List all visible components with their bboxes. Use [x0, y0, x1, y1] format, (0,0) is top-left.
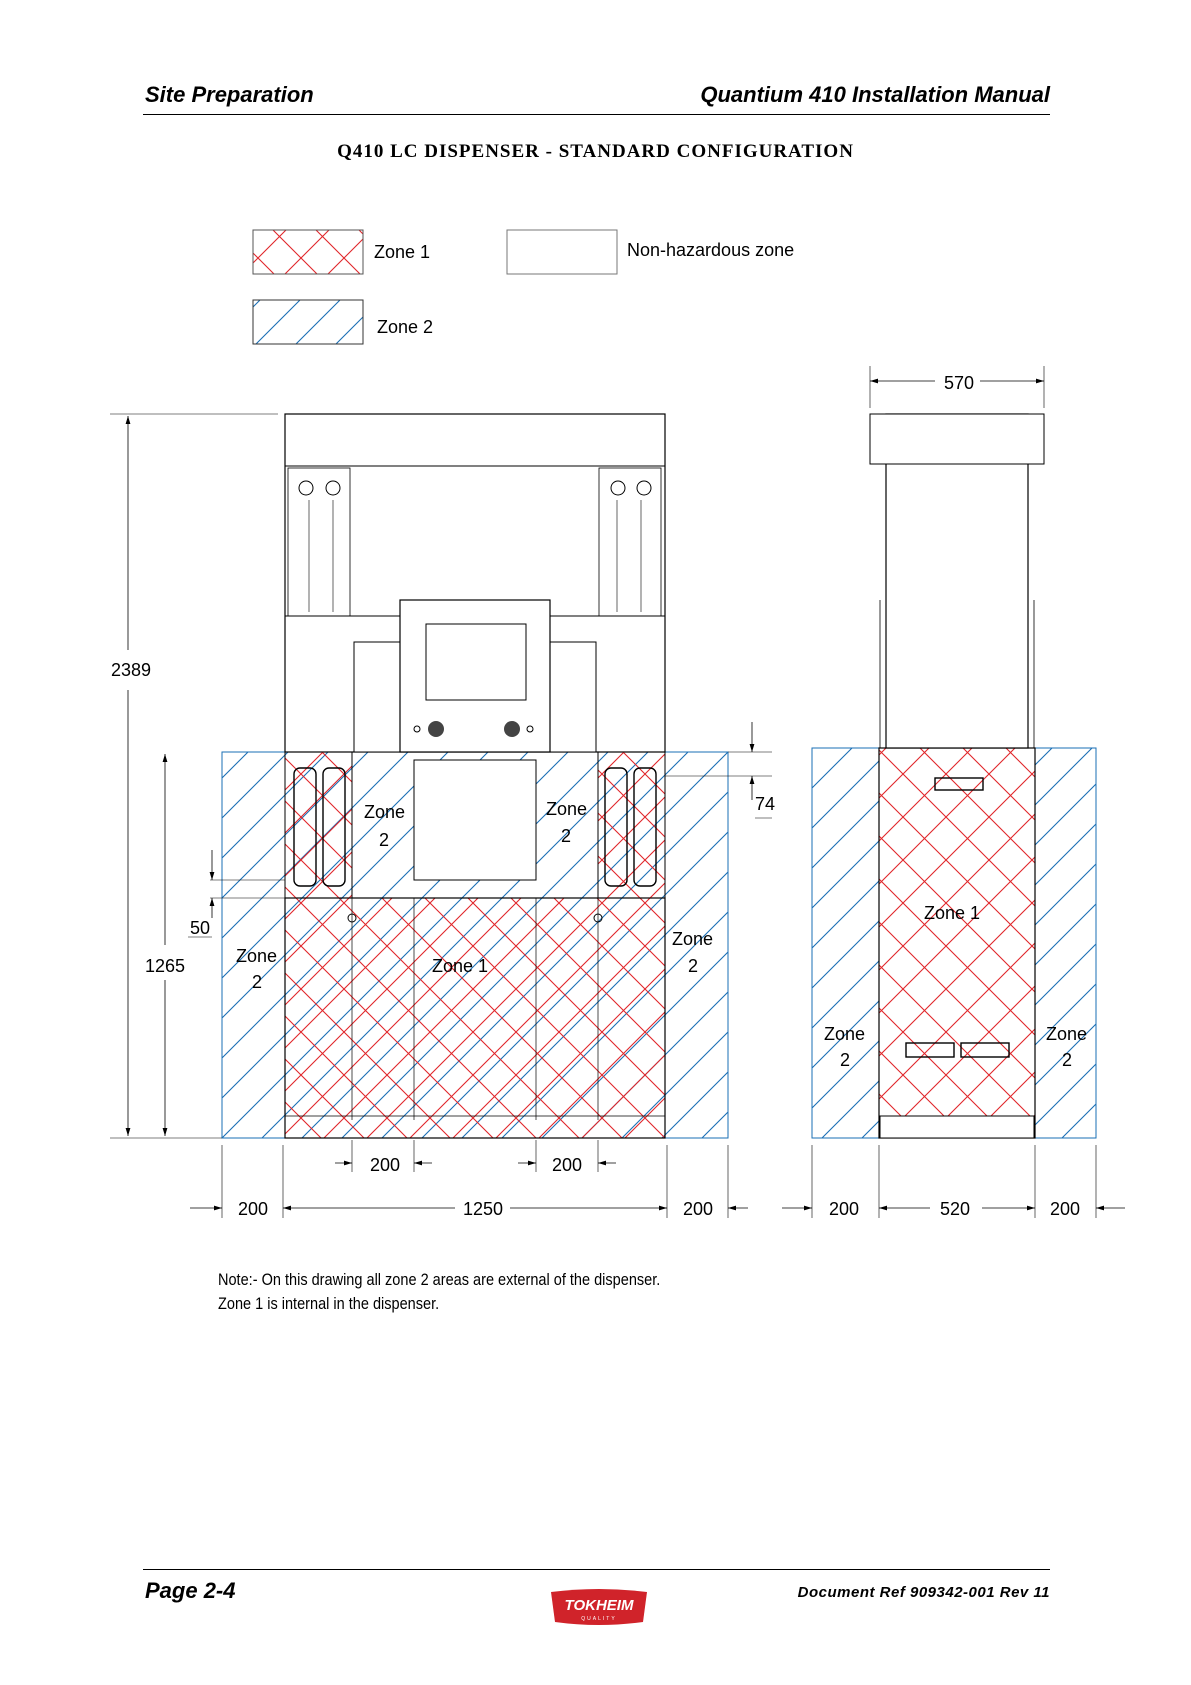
dim-zone2-height: 1265	[145, 956, 186, 976]
dim-side-view-right: 200	[1050, 1199, 1081, 1219]
header-manual-title: Quantium 410 Installation Manual	[700, 82, 1050, 107]
dim-width: 1250	[463, 1199, 504, 1219]
front-zone2-left-word: Zone	[236, 946, 278, 966]
dim-offset-50: 50	[190, 918, 211, 938]
side-zone2-right-word: Zone	[1046, 1024, 1088, 1044]
side-zone2-left-num: 2	[840, 1050, 851, 1070]
drawing-note	[218, 1268, 660, 1316]
dim-side-right: 200	[683, 1199, 714, 1219]
page-title: Q410 LC DISPENSER - STANDARD CONFIGURATION	[337, 141, 854, 162]
front-zone2-upper-right-word: Zone	[546, 799, 588, 819]
footer-rule	[143, 1569, 1050, 1570]
logo-subtext: QUALITY	[581, 1616, 617, 1622]
dim-nozzle-left: 200	[370, 1155, 401, 1175]
legend-zone1-label: Zone 1	[374, 242, 431, 262]
header-section-title: Site Preparation	[145, 82, 314, 107]
dim-side-view-left: 200	[829, 1199, 860, 1219]
front-zone2-upper-left-num: 2	[379, 830, 390, 850]
legend-nonhazard-label: Non-hazardous zone	[627, 240, 795, 260]
dim-offset-74: 74	[755, 794, 776, 814]
side-zone1-label: Zone 1	[924, 903, 981, 923]
logo-text: TOKHEIM	[564, 1597, 634, 1614]
dim-side-view-width: 520	[940, 1199, 971, 1219]
note-line-1: Note:- On this drawing all zone 2 areas are external of the dispenser.	[218, 1271, 661, 1289]
front-view	[110, 414, 775, 1219]
note-line-2: Zone 1 is internal in the dispenser.	[218, 1295, 440, 1313]
page-number: Page 2-4	[145, 1578, 236, 1603]
side-zone2-right-num: 2	[1062, 1050, 1073, 1070]
front-zone2-upper-left-word: Zone	[364, 802, 406, 822]
front-zone1-label: Zone 1	[432, 956, 489, 976]
side-zone1-area	[879, 748, 1035, 1138]
front-zone2-right-word: Zone	[672, 929, 714, 949]
side-zone2-left-word: Zone	[824, 1024, 866, 1044]
document-reference: Document Ref 909342-001 Rev 11	[797, 1584, 1050, 1601]
tokheim-logo	[545, 1588, 653, 1628]
front-zone2-left-num: 2	[252, 972, 263, 992]
legend	[253, 230, 794, 344]
front-zone2-upper-right-num: 2	[561, 826, 572, 846]
legend-nonhazard-swatch	[507, 230, 617, 274]
side-view	[782, 366, 1125, 1219]
front-zone2-right-num: 2	[688, 956, 699, 976]
front-center-window	[414, 760, 536, 880]
front-zone1-area	[285, 898, 665, 1138]
legend-zone2-label: Zone 2	[377, 317, 434, 337]
legend-zone2-swatch	[253, 300, 363, 344]
dim-overall-height: 2389	[111, 660, 152, 680]
dim-side-left: 200	[238, 1199, 269, 1219]
dim-side-top-width: 570	[944, 373, 975, 393]
dim-nozzle-right: 200	[552, 1155, 583, 1175]
legend-zone1-swatch	[253, 230, 363, 274]
